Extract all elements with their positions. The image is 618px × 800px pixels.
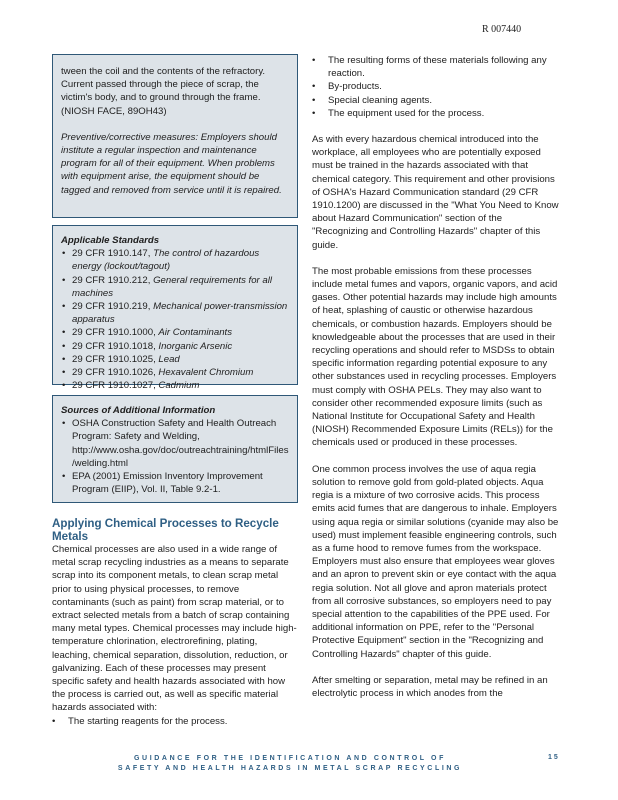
left-column (52, 54, 298, 728)
case-study-box (52, 54, 298, 218)
document-id: R 007440 (482, 24, 522, 35)
bullet-list (312, 54, 560, 120)
standard-item: • 29 CFR 1910.1026, Hexavalent Chromium (61, 366, 289, 379)
body-paragraph: As with every hazardous chemical introduced into the workplace, all employees who are potentially exposed must be trained in the hazards associated with that chemical category. This requirement and other provisions of OSHA's Hazard Communication standard (29 CFR 1910.1200) are discussed in the "What You Need to Know about Hazard Communication" section of the "Recognizing and Controlling Hazards" chapter of this guide. (312, 134, 559, 251)
bullet-list (52, 715, 298, 728)
case-study-text: tween the coil and the contents of the refractory. Current passed through the piece of scrap, the victim's body, and to ground through the frame. (NIOSH FACE, 89OH43) (61, 66, 266, 117)
standard-item: • 29 CFR 1910.1018, Inorganic Arsenic (61, 340, 289, 353)
standard-item: • 29 CFR 1910.219, Mechanical power-transmission apparatus (61, 300, 289, 326)
body-paragraph: Chemical processes are also used in a wide range of metal scrap recycling industries as a means to separate scrap into its component metals, to clean scrap metal prior to using physical processes, to remove contaminants (such as paint) from scrap material, or to extract selected metals from a batch of scrap containing many metal types. Chemical processes may include high-temperature chlorination, electrorefining, plating, leaching, chemical separation, dissolution, reduction, or galvanizing. Each of these processes may present specific safety and health hazards associated with how the process is carried out, as well as specific material hazards associated with: (52, 544, 297, 714)
body-paragraph: After smelting or separation, metal may be refined in an electrolytic process in which anodes from the (312, 674, 548, 699)
body-paragraph: One common process involves the use of aqua regia solution to remove gold from gold-plated objects. Aqua regia is a mixture of two corrosive acids. This process emits acid fumes that are dangerous to inhale. Employers using aqua regia or similar solutions (cyanide may also be used) must implement feasible engineering controls, such as a fume hood to remove fumes from the workspace. Employers must also ensure that employees wear gloves and an apron to prevent skin or eye contact with the aqua regia solution. Not all glove and apron materials protect from all corrosive substances, so employers need to pay special attention to the capabilities of the PPE used. For additional information on PPE, refer to the "Personal Protective Equipment" section in the "Recognizing and Controlling Hazards" chapter of this guide. (312, 463, 559, 660)
footer-line-2: SAFETY AND HEALTH HAZARDS IN METAL SCRAP RECYCLING (117, 765, 463, 772)
standard-item: • 29 CFR 1910.212, General requirements for all machines (61, 274, 289, 300)
footer-line-1: GUIDANCE FOR THE IDENTIFICATION AND CONTROL OF (134, 755, 446, 762)
standard-item: • 29 CFR 1910.1025, Lead (61, 353, 289, 366)
standards-title: Applicable Standards (61, 235, 160, 246)
section-heading: Applying Chemical Processes to Recycle Metals (52, 517, 279, 543)
standard-item: • 29 CFR 1910.147, The control of hazardous energy (lockout/tagout) (61, 247, 289, 273)
running-footer (100, 754, 480, 774)
source-item: • EPA (2001) Emission Inventory Improvement Program (EIIP), Vol. II, Table 9.2-1. (61, 470, 289, 496)
bullet-item: • The resulting forms of these materials following any reaction. (312, 54, 560, 80)
bullet-item: • The starting reagents for the process. (52, 715, 298, 728)
source-item: • OSHA Construction Safety and Health Outreach Program: Safety and Welding, http://www.osha.gov/doc/outreachtraining/htmlFiles/welding.html (61, 417, 289, 470)
standards-list (61, 247, 289, 392)
standard-item: • 29 CFR 1910.1000, Air Contaminants (61, 326, 289, 339)
corrective-measures-text: Preventive/corrective measures: Employers should institute a regular inspection and maintenance program for all of their equipment. When problems with equipment arise, the equipment should be tagged and removed from service until it is repaired. (61, 131, 282, 196)
sources-list (61, 417, 289, 496)
page-number: 15 (548, 754, 560, 761)
bullet-item: • By-products. (312, 80, 560, 93)
bullet-item: • Special cleaning agents. (312, 94, 560, 107)
body-paragraph: The most probable emissions from these processes include metal fumes and vapors, organic vapors, and acid gases. Other potential hazards may include high amounts of heat, splashing of caustic or otherwise hazardous chemicals, or combustion hazards. Employers should be knowledgeable about the processes that are used in their recycling operations and should refer to MSDSs to obtain specific information regarding potential exposure to any other substances used in recycling processes. Employers must comply with OSHA PELs. They may also want to consider other recommended exposure limits (such as National Institute for Occupational Safety and Health (NIOSH) Recommended Exposure Limits (RELs)) for the chemicals used or produced in these processes. (312, 265, 558, 449)
sources-title: Sources of Additional Information (61, 405, 216, 416)
sources-box (52, 395, 298, 503)
right-column (312, 54, 560, 700)
applicable-standards-box (52, 225, 298, 392)
bullet-item: • The equipment used for the process. (312, 107, 560, 120)
standard-item: • 29 CFR 1910.1027, Cadmium (61, 379, 289, 392)
